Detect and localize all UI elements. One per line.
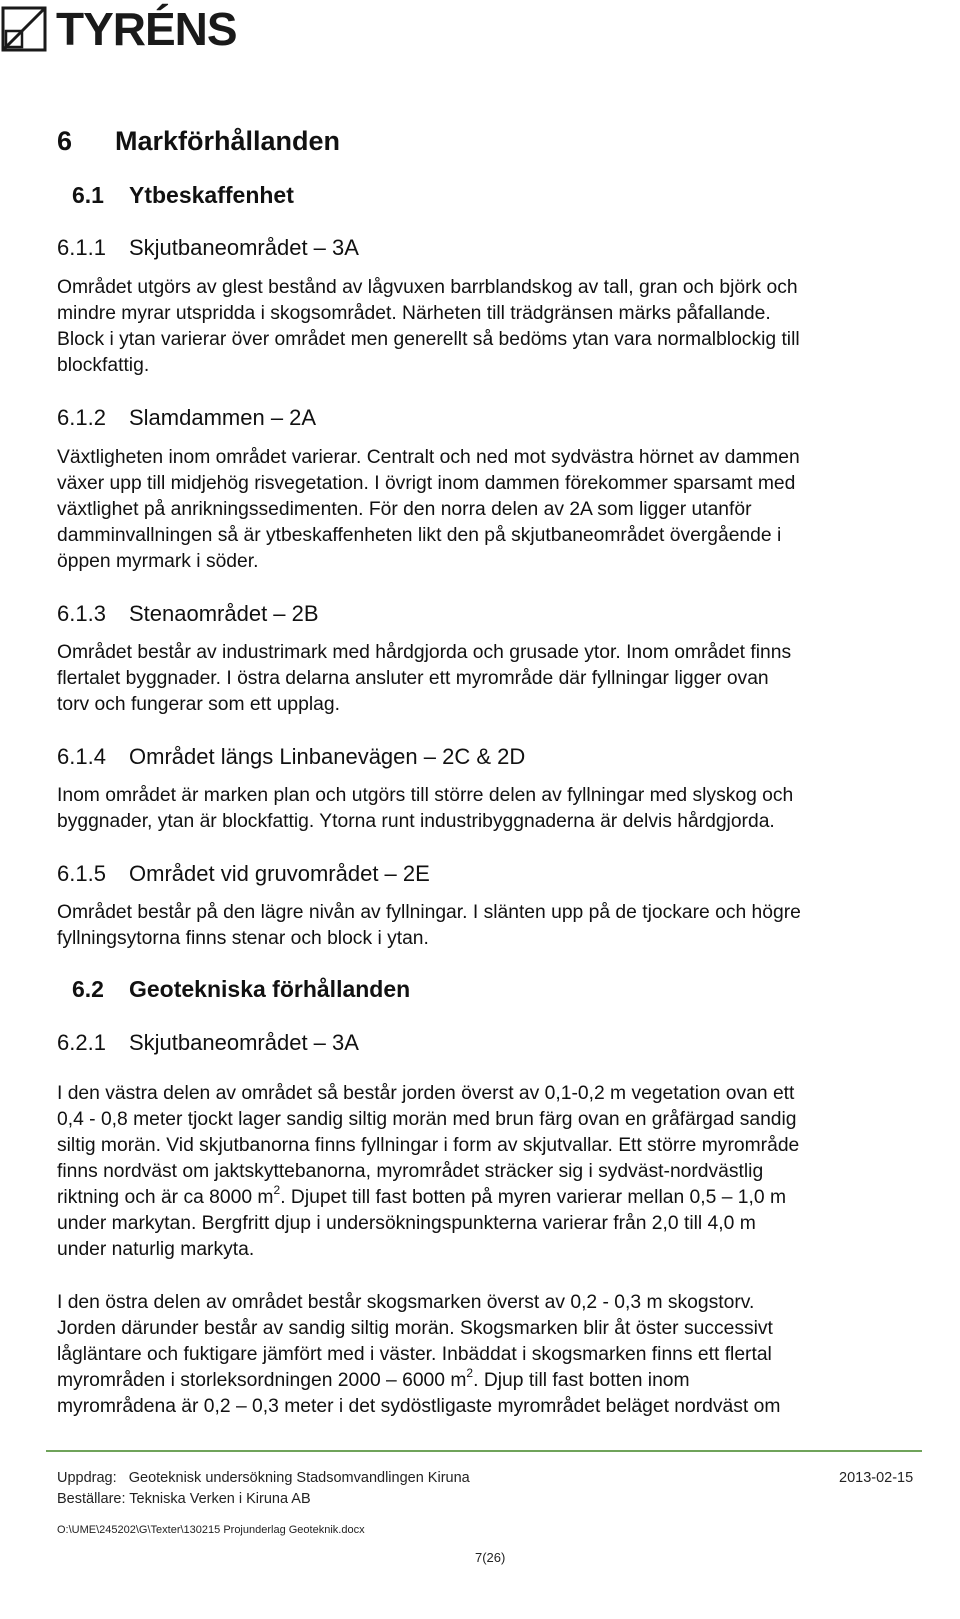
subsection-title: Skjutbaneområdet – 3A xyxy=(129,235,359,260)
text-line: fyllningsytorna finns stenar och block i ytan. xyxy=(57,928,429,949)
text-line xyxy=(57,1365,937,1394)
section-number: 6.2 xyxy=(72,976,104,1002)
subsection-number: 6.1.5 xyxy=(57,861,106,886)
paragraph-6-1-2 xyxy=(57,445,937,575)
paragraph-6-2-1-west xyxy=(57,1081,937,1263)
subsection-title: Området vid gruvområdet – 2E xyxy=(129,861,430,886)
subsection-heading-6-1-4 xyxy=(57,744,525,770)
paragraph-6-1-1 xyxy=(57,275,937,379)
subsection-number: 6.1.3 xyxy=(57,601,106,626)
text-line: Jorden därunder består av sandig siltig morän. Skogsmarken blir åt öster successivt xyxy=(57,1318,773,1339)
text-line: Växtligheten inom området varierar. Centralt och ned mot sydvästra hörnet av dammen xyxy=(57,447,800,468)
section-heading-6-1 xyxy=(72,182,294,209)
text-line: Området består på den lägre nivån av fyllningar. I slänten upp på de tjockare och högre xyxy=(57,902,801,923)
text-fragment: myrområden i storleksordningen 2000 – 6000 m xyxy=(57,1370,467,1391)
text-line: I den västra delen av området så består jorden överst av 0,1-0,2 m vegetation ovan ett xyxy=(57,1083,795,1104)
chapter-number: 6 xyxy=(57,126,73,156)
text-line: Området utgörs av glest bestånd av lågvuxen barrblandskog av tall, gran och björk och xyxy=(57,277,798,298)
text-line: flertalet byggnader. I östra delarna ansluter ett myrområde där fyllningar ligger ovan xyxy=(57,668,769,689)
subsection-title: Stenaområdet – 2B xyxy=(129,601,319,626)
text-line: blockfattig. xyxy=(57,355,150,376)
paragraph-6-1-3 xyxy=(57,640,937,718)
text-line: mindre myrar utspridda i skogsområdet. Närheten till trädgränsen märks påfallande. xyxy=(57,303,771,324)
text-line: byggnader, ytan är blockfattig. Ytorna runt industribyggnaderna är delvis hårdgjorda. xyxy=(57,811,775,832)
section-heading-6-2 xyxy=(72,976,410,1003)
text-line: damminvallningen så är ytbeskaffenheten likt den på skjutbaneområdet övergående i xyxy=(57,525,782,546)
tyrens-logo-icon xyxy=(0,5,48,53)
text-line: lågläntare och fuktigare jämfört med i väster. Inbäddat i skogsmarken finns ett flertal xyxy=(57,1344,772,1365)
subsection-title: Skjutbaneområdet – 3A xyxy=(129,1030,359,1055)
logo-text: TYRÉNS xyxy=(56,3,237,55)
footer-divider xyxy=(46,1450,922,1452)
text-line: under naturlig markyta. xyxy=(57,1239,255,1260)
footer-assignment xyxy=(57,1470,470,1486)
footer-assignment-value: Geoteknisk undersökning Stadsomvandlingen Kiruna xyxy=(128,1470,470,1486)
footer-assignment-label: Uppdrag: xyxy=(57,1470,117,1486)
text-line: myrområdena är 0,2 – 0,3 meter i det sydöstligaste myrområdet beläget nordväst om xyxy=(57,1396,781,1417)
text-line: öppen myrmark i söder. xyxy=(57,551,259,572)
subsection-heading-6-1-5 xyxy=(57,861,430,887)
section-title: Geotekniska förhållanden xyxy=(129,976,411,1002)
section-number: 6.1 xyxy=(72,182,104,208)
section-title: Ytbeskaffenhet xyxy=(129,182,294,208)
text-line: siltig morän. Vid skjutbanorna finns fyllningar i form av skjutvallar. Ett större myrområde xyxy=(57,1135,800,1156)
subsection-title: Området längs Linbanevägen – 2C & 2D xyxy=(129,744,526,769)
text-line: finns nordväst om jaktskyttebanorna, myrområdet sträcker sig i sydväst-nordvästlig xyxy=(57,1161,764,1182)
footer-client: Beställare: Tekniska Verken i Kiruna AB xyxy=(57,1491,311,1507)
chapter-title: Markförhållanden xyxy=(115,126,341,156)
text-line: under markytan. Bergfritt djup i undersökningspunkterna varierar från 2,0 till 4,0 m xyxy=(57,1213,756,1234)
text-line: Inom området är marken plan och utgörs till större delen av fyllningar med slyskog och xyxy=(57,785,794,806)
tyrens-logo xyxy=(0,4,237,54)
text-fragment: . Djupet till fast botten på myren varierar mellan 0,5 – 1,0 m xyxy=(280,1187,787,1208)
text-line: 0,4 - 0,8 meter tjockt lager sandig siltig morän med brun färg ovan en gråfärgad sandig xyxy=(57,1109,797,1130)
subsection-number: 6.1.2 xyxy=(57,405,106,430)
subsection-number: 6.2.1 xyxy=(57,1030,106,1055)
text-line: växer upp till midjehög risvegetation. I övrigt inom dammen förekommer sparsamt med xyxy=(57,473,796,494)
paragraph-6-2-1-east xyxy=(57,1290,937,1420)
subsection-heading-6-1-3 xyxy=(57,601,319,627)
text-line: Block i ytan varierar över området men generellt så bedöms ytan vara normalblockig till xyxy=(57,329,800,350)
footer-date: 2013-02-15 xyxy=(839,1470,914,1486)
text-line: Området består av industrimark med hårdgjorda och grusade ytor. Inom området finns xyxy=(57,642,792,663)
superscript: 2 xyxy=(273,1182,281,1197)
subsection-heading-6-1-1 xyxy=(57,235,359,261)
text-line: I den östra delen av området består skogsmarken överst av 0,2 - 0,3 m skogstorv. xyxy=(57,1292,755,1313)
paragraph-6-1-5 xyxy=(57,900,937,952)
subsection-number: 6.1.4 xyxy=(57,744,106,769)
text-fragment: . Djup till fast botten inom xyxy=(473,1370,690,1391)
superscript: 2 xyxy=(466,1365,474,1380)
text-line xyxy=(57,1182,937,1211)
subsection-number: 6.1.1 xyxy=(57,235,106,260)
text-line: växtlighet på anrikningssedimenten. För den norra delen av 2A som ligger utanför xyxy=(57,499,752,520)
paragraph-6-1-4 xyxy=(57,783,937,835)
subsection-heading-6-1-2 xyxy=(57,405,316,431)
page-number: 7(26) xyxy=(475,1550,506,1565)
chapter-heading xyxy=(57,126,340,157)
footer-file-path: O:\UME\245202\G\Texter\130215 Projunderlag Geoteknik.docx xyxy=(57,1524,365,1536)
subsection-heading-6-2-1 xyxy=(57,1030,359,1056)
subsection-title: Slamdammen – 2A xyxy=(129,405,317,430)
text-fragment: riktning och är ca 8000 m xyxy=(57,1187,274,1208)
text-line: torv och fungerar som ett upplag. xyxy=(57,694,340,715)
